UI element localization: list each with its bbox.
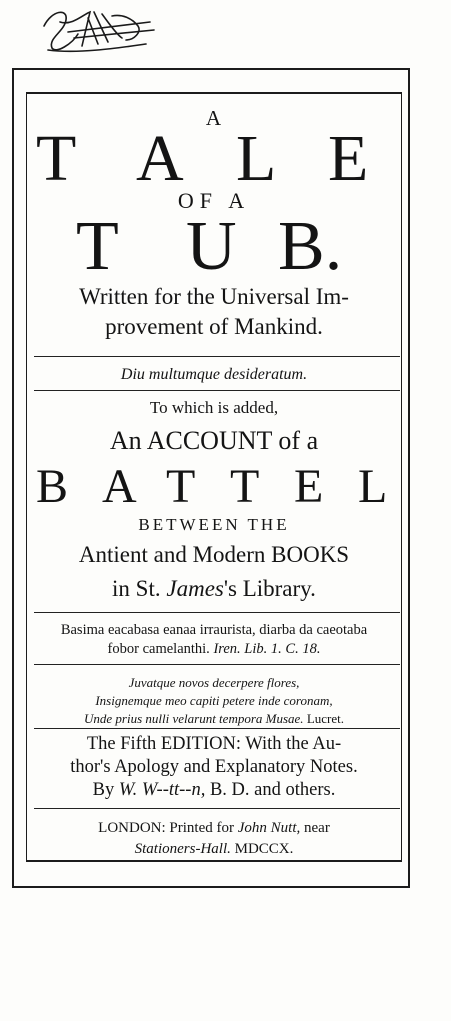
edition-line-3-pre: By: [92, 780, 119, 800]
title-a: A: [205, 106, 223, 130]
verse-line-3: [28, 711, 400, 727]
library-line-pre: in St.: [112, 576, 167, 601]
quote-line-2-text: fobor camelanthi.: [107, 641, 214, 657]
imprint-line-2: [28, 841, 400, 858]
imprint-location: Stationers-Hall.: [134, 841, 231, 857]
edition-line-3-post: B. D. and others.: [205, 780, 336, 800]
quote-line-1: Basima eacabasa eanaa irraurista, diarba da caeotaba: [60, 622, 368, 638]
tub-letter: U: [186, 208, 237, 285]
edition-line-2: thor's Apology and Explanatory Notes.: [70, 757, 358, 777]
tub-letter: B.: [278, 208, 343, 285]
library-line-post: 's Library.: [223, 576, 316, 601]
subtitle-line-1: Written for the Universal Im-: [79, 284, 349, 309]
imprint-printer: John Nutt,: [237, 820, 301, 836]
tale-letter: T: [36, 122, 77, 195]
library-line: [28, 576, 400, 602]
divider: [34, 612, 400, 613]
handwritten-signature: [38, 4, 158, 56]
edition-line-1: The Fifth EDITION: With the Au-: [86, 734, 342, 754]
quote-line-2: [28, 641, 400, 658]
battel-letter: L: [358, 460, 388, 513]
battel-letter: B: [36, 460, 69, 513]
imprint-near: near: [300, 820, 330, 836]
imprint-year: MDCCX.: [230, 841, 294, 857]
edition-line-3: [28, 780, 400, 801]
imprint-line-1: [28, 820, 400, 837]
added-intro: To which is added,: [149, 398, 279, 417]
battel-letter: T: [166, 460, 196, 513]
library-name: James: [166, 576, 224, 601]
divider: [34, 728, 400, 729]
subtitle-line-2: provement of Mankind.: [105, 314, 323, 339]
divider: [34, 356, 400, 357]
motto: Diu multumque desideratum.: [120, 366, 308, 383]
between-line: BETWEEN THE: [138, 515, 290, 534]
imprint-place: LONDON: Printed for: [98, 820, 238, 836]
tale-letter: L: [236, 122, 277, 195]
divider: [34, 390, 400, 391]
edition-editor: W. W--tt--n,: [118, 780, 206, 800]
battel-letter: T: [230, 460, 260, 513]
tale-letter: A: [136, 122, 184, 195]
tub-letter: T: [76, 208, 119, 285]
quote-citation: Iren. Lib. 1. C. 18.: [213, 641, 321, 657]
divider: [34, 808, 400, 809]
verse-line-1: Juvatque novos decerpere flores,: [128, 675, 300, 690]
title-of-a: OF A: [177, 188, 251, 213]
battel-letter: E: [294, 460, 324, 513]
battel-letter: A: [102, 460, 137, 513]
verse-line-3-text: Unde prius nulli velarunt tempora Musae.: [84, 711, 304, 726]
tale-letter: E: [328, 122, 369, 195]
divider: [34, 664, 400, 665]
verse-line-2: Insignemque meo capiti petere inde coronam,: [95, 693, 333, 708]
verse-author: Lucret.: [306, 711, 344, 726]
account-heading: An ACCOUNT of a: [109, 426, 319, 455]
books-line: Antient and Modern BOOKS: [78, 542, 350, 567]
